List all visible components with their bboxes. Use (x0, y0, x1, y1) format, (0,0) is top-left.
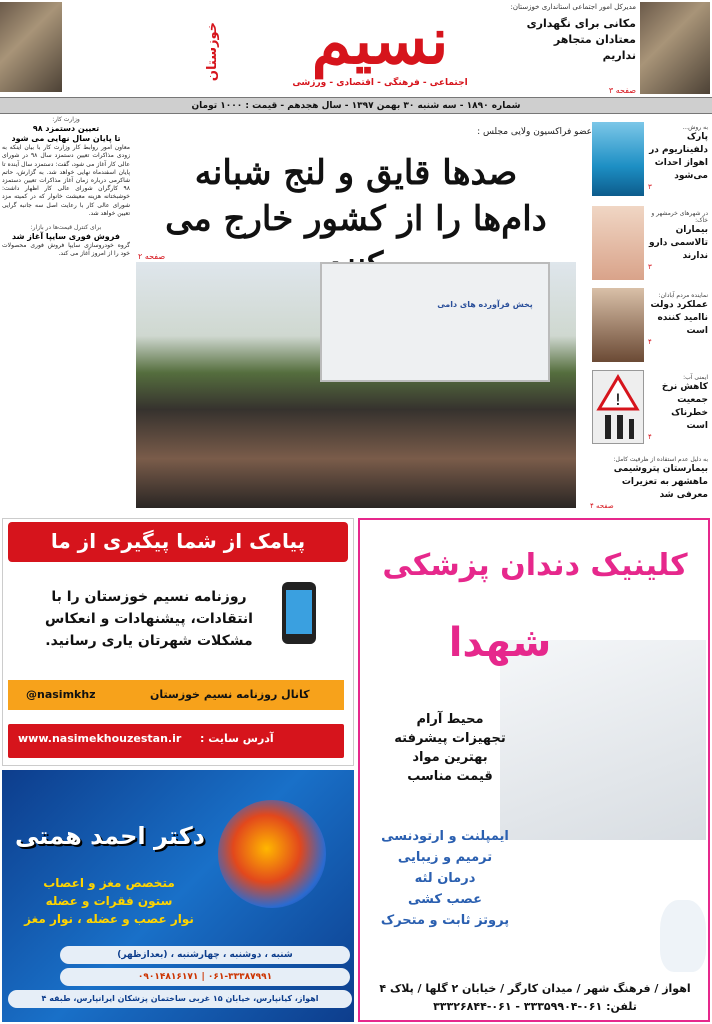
feature: بهترین مواد (412, 750, 488, 765)
teaser-kicker: مدیرکل امور اجتماعی استانداری خوزستان: (510, 3, 636, 11)
sms-ad-body: روزنامه نسیم خوزستان را با انتقادات، پیشنهادات و انعکاس مشکلات شهرتان یاری رسانید. (45, 589, 253, 649)
teaser-page: ۴ (648, 338, 652, 346)
teaser-kicker: به روش... (682, 124, 708, 131)
main-page-ref: صفحه ۲ (138, 252, 166, 261)
channel-handle[interactable]: @nasimkhz (26, 688, 96, 701)
article-body: گروه خودروسازی سایپا فروش فوری محصولات خود را از امروز آغاز می کند. (2, 242, 130, 258)
doctor-phones: ۰۶۱-۳۳۳۸۷۹۹۱ | ۰۹۰۱۴۸۱۶۱۷۱ (60, 968, 350, 986)
teaser-page: صفحه ۳ (608, 86, 636, 95)
right-teaser-4[interactable] (648, 374, 708, 441)
dolphin-photo (592, 122, 644, 196)
clinic-features (380, 710, 520, 786)
clinic-name: شهدا (448, 620, 552, 666)
right-teaser-1[interactable] (648, 124, 708, 191)
top-left-teaser[interactable] (0, 0, 200, 96)
teaser-title[interactable]: مکانی برای نگهداری معتادان متجاهر نداریم (526, 17, 636, 62)
teaser-title: بیمارستان پتروشیمی ماهشهر به تعزیرات معرفی شد (613, 464, 708, 500)
logo-subtitle: خوزستان (205, 22, 220, 82)
service: ترمیم و زیبایی (397, 850, 493, 865)
teaser-title: عملکرد دولت ناامید کننده است (650, 300, 708, 336)
article-body: معاون امور روابط کار وزارت کار با بیان اینکه به زودی مذاکرات تعیین دستمزد سال ۹۸ در شورای عالی کار آغاز می شود، گفت: دستمزد سال آینده تا پایان اسفندماه نهایی خواهد شد. به گزارش، حاتم شاکرمی درباره زمان آغاز مذاکرات تعیین دستمزد ۹۸ کارگران شورای عالی کار اظهار داشت: خوشبختانه هزینه معیشت خانوار که در کمیته مزد شورای عالی کار با رعایت اصل سه جانبه گرایی تعیین خواهد شد. (2, 144, 130, 217)
truck-sign: پخش فرآورده های دامی (437, 300, 533, 309)
right-teaser-5[interactable] (590, 456, 708, 510)
clinic-phone: تلفن: ۰۶۱-۳۳۳۵۹۹۰۴ - ۰۶۱-۳۳۳۲۶۸۴۴ (433, 1000, 637, 1013)
teaser-kicker: در شهرهای خرمشهر و خاک: (651, 210, 708, 224)
doctor-name: دکتر احمد همتی (15, 822, 205, 850)
specialty: ستون فقرات و عضله (45, 894, 173, 908)
teaser-title: بیماران تالاسمی دارو ندارند (648, 225, 708, 261)
article-headline[interactable]: تعیین دستمزد ۹۸ (32, 124, 100, 134)
service: عصب کشی (408, 892, 482, 907)
service: درمان لثه (414, 871, 476, 886)
teaser-page: ۳ (648, 183, 652, 191)
svg-text:!: ! (614, 390, 622, 409)
teaser-kicker: ایمنی آب: (683, 374, 708, 381)
teaser-page: ۳ (648, 263, 652, 271)
clinic-address: اهواز / فرهنگ شهر / میدان کارگر / خیابان ۲ گلها / پلاک ۴ (379, 982, 691, 995)
clinic-services (360, 826, 530, 931)
specialty: نوار عصب و عضله ، نوار مغز (24, 912, 194, 926)
logo-tagline: اجتماعی - فرهنگی - اقتصادی - ورزشی (292, 78, 468, 88)
newspaper-logo: نسیم (311, 4, 449, 79)
truck-image (320, 262, 550, 382)
article-kicker: وزارت کار: (52, 116, 80, 123)
portrait-photo (592, 288, 644, 362)
right-teaser-3[interactable] (648, 292, 708, 346)
feature: محیط آرام (416, 712, 484, 727)
website-label: آدرس سایت : (200, 732, 274, 745)
dental-title: کلینیک دندان پزشکی (382, 548, 688, 583)
service: پروتز ثابت و متحرک (380, 913, 510, 928)
article-headline[interactable]: فروش فوری سایپا آغاز شد (11, 232, 120, 242)
phone-screen (286, 590, 312, 634)
teaser-photo (640, 2, 710, 94)
tooth-icon (660, 900, 706, 972)
feature: تجهیزات پیشرفته (394, 731, 506, 746)
teaser-title: کاهش نرخ جمعیت خطرناک است (661, 382, 708, 431)
doctor-address: اهواز، کیانپارس، خیابان ۱۵ غربی ساختمان پزشکان ایرانپارس، طبقه ۴ (8, 990, 352, 1008)
feature: قیمت مناسب (407, 769, 493, 784)
doctor-hours: شنبه ، دوشنبه ، چهارشنبه ، (بعدازظهر) (60, 946, 350, 964)
service: ایمپلنت و ارتودنسی (381, 829, 509, 844)
left-news-column (2, 116, 130, 516)
channel-label: کانال روزنامه نسیم خوزستان (150, 688, 310, 701)
teaser-page: ۴ (648, 433, 652, 441)
brain-icon (218, 800, 326, 908)
website-url[interactable]: www.nasimekhouzestan.ir (18, 732, 182, 745)
teaser-page: صفحه ۴ (590, 502, 614, 510)
headline-line-1: صدها قایق و لنج شبانه (194, 153, 518, 193)
child-photo (592, 206, 644, 280)
specialty: متخصص مغز و اعصاب (43, 876, 175, 890)
right-teaser-2[interactable] (648, 210, 708, 271)
headline-line-2: دام‌ها را از کشور خارج می (165, 199, 547, 239)
article-kicker: برای کنترل قیمت‌ها در بازار: (30, 224, 102, 232)
teaser-kicker: به دلیل عدم استفاده از ظرفیت کامل: (613, 456, 708, 463)
warning-icon (592, 370, 644, 444)
dental-chair-image (500, 640, 706, 840)
doctor-specialties (14, 874, 204, 928)
main-kicker: عضو فراکسیون ولایی مجلس : (477, 127, 592, 137)
article-subheadline: تا پایان سال نهایی می شود (11, 134, 121, 144)
teaser-kicker: نماینده مردم آبادان: (658, 292, 708, 299)
teaser-photo (0, 2, 62, 92)
sms-ad-title: پیامک از شما پیگیری از ما (50, 529, 306, 553)
teaser-title: پارک دلفیناریوم در اهواز احداث می‌شود (649, 132, 708, 181)
issue-info-bar: شماره ۱۸۹۰ - سه شنبه ۳۰ بهمن ۱۳۹۷ - سال هجدهم - قیمت : ۱۰۰۰ تومان (0, 97, 712, 114)
